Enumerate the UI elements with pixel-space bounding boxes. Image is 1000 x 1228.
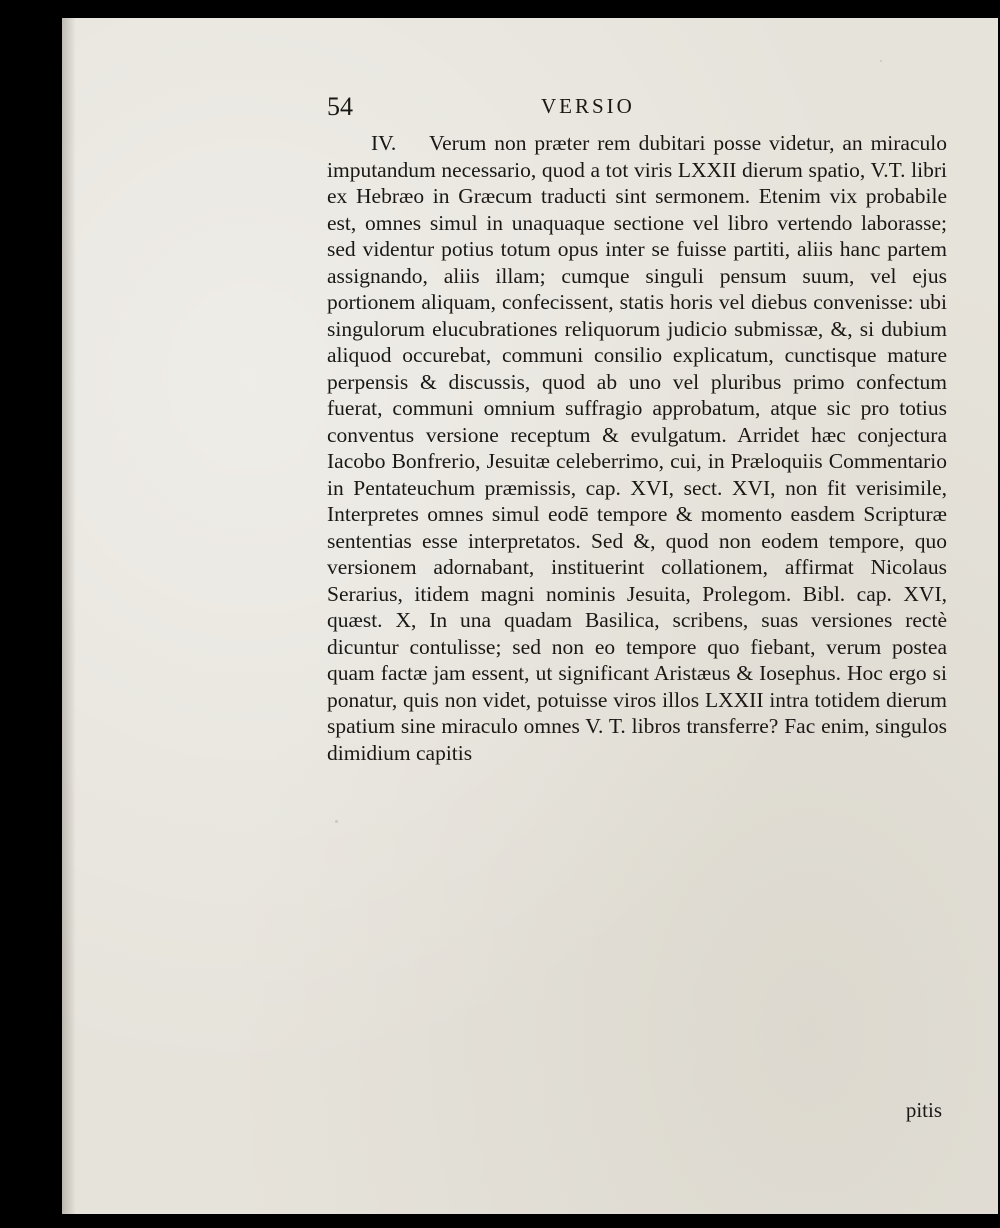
paper-speck xyxy=(880,60,882,62)
body-text xyxy=(327,130,947,766)
gutter-shadow xyxy=(62,18,76,1214)
catchword: pitis xyxy=(905,1098,942,1122)
page-header xyxy=(327,92,947,126)
section-number: IV. xyxy=(371,131,397,155)
paragraph xyxy=(327,130,947,766)
paragraph-text: Verum non præter rem dubitari posse videtur, an miraculo imputandum necessario, quod a tot viris LXXII dierum spatio, V.T. libri ex Hebræo in Græcum traducti sint sermonem. Etenim vix probabile est, omnes simul in unaquaque sectione vel libro vertendo laborasse; sed videntur potius totum opus inter se fuisse partiti, aliis hanc partem assignando, aliis illam; cumque singuli pensum suum, vel ejus portionem aliquam, confecissent, statis horis vel diebus convenisse: ubi singulorum elucubrationes reliquorum judicio submissæ, &, si dubium aliquod occurebat, communi consilio explicatum, cunctisque mature perpensis & discussis, quod ab uno vel pluribus primo confectum fuerat, communi omnium suffragio approbatum, atque sic pro totius conventus versione receptum & evulgatum. Arridet hæc conjectura Iacobo Bonfrerio, Jesuitæ celeberrimo, cui, in Præloquiis Commentario in Pentateuchum præmissis, cap. XVI, sect. XVI, non fit verisimile, Interpretes omnes simul eodē tempore & momento easdem Scripturæ sententias esse interpretatos. Sed &, quod non eodem tempore, quo versionem adornabant, instituerint collationem, affirmat Nicolaus Serarius, itidem magni nominis Jesuita, Prolegom. Bibl. cap. XVI, quæst. X, In una quadam Basilica, scribens, suas versiones rectè dicuntur contulisse; sed non eo tempore quo fiebant, verum postea quam factæ jam essent, ut significant Aristæus & Iosephus. Hoc ergo si ponatur, quis non videt, potuisse viros illos LXXII intra totidem dierum spatium sine miraculo omnes V. T. libros transferre? Fac enim, singulos dimidium capitis xyxy=(327,131,947,765)
page-number: 54 xyxy=(327,92,353,121)
paper-speck xyxy=(335,820,338,823)
running-head: VERSIO xyxy=(541,94,635,118)
